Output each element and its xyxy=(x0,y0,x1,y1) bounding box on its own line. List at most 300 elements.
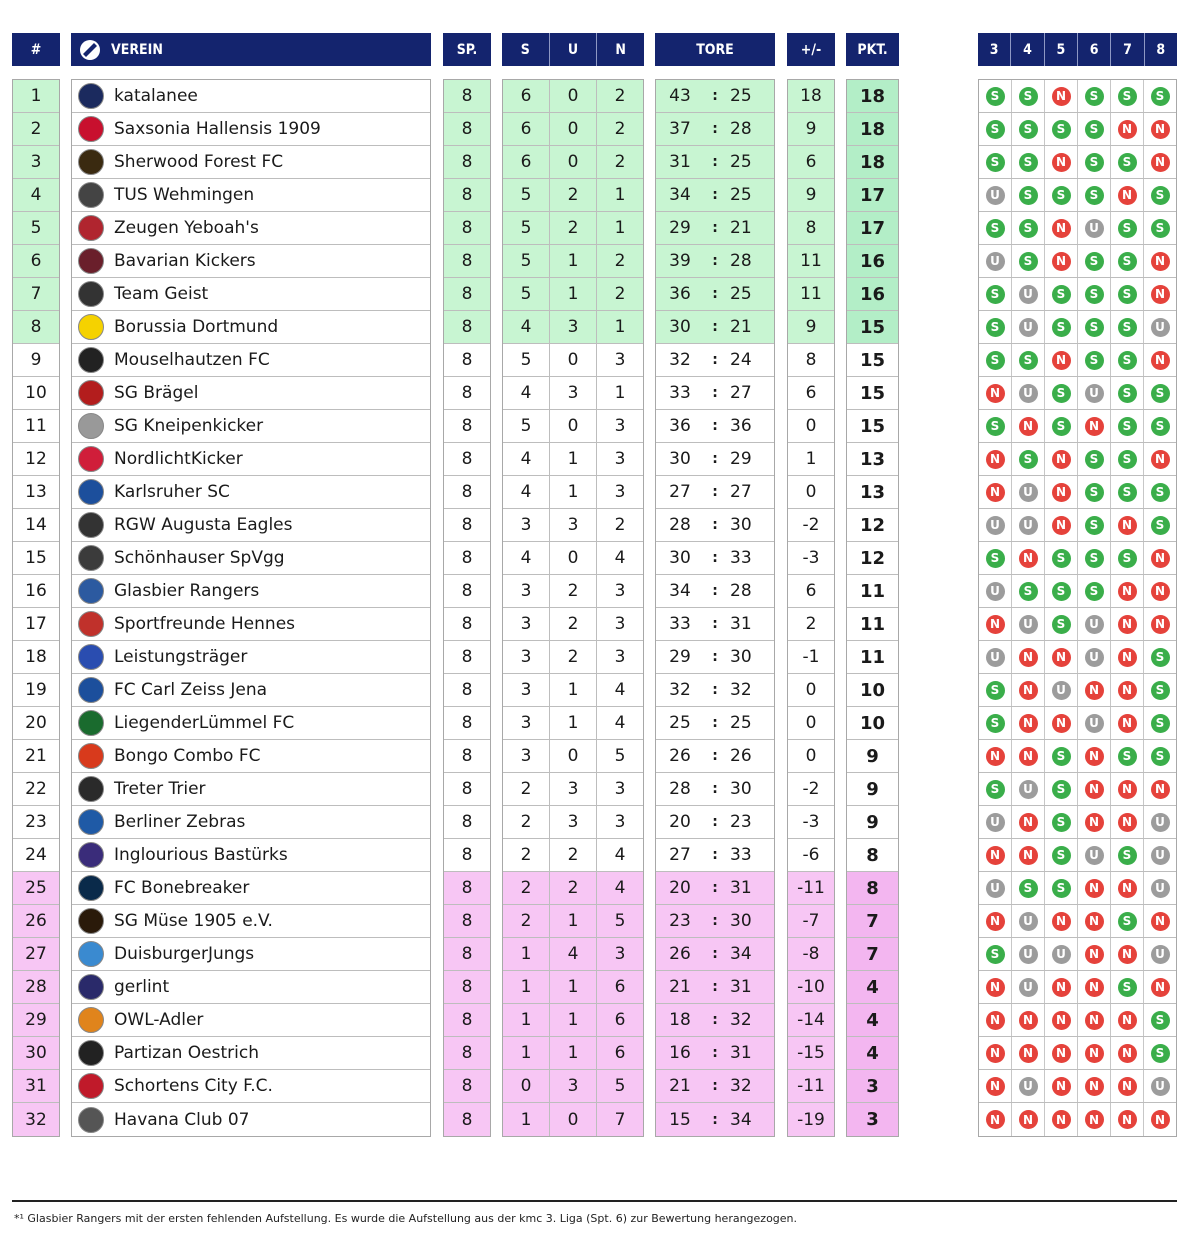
header-diff: +/- xyxy=(787,33,835,66)
club-cell[interactable] xyxy=(72,773,430,806)
club-name: Treter Trier xyxy=(114,779,206,799)
club-name: FC Carl Zeiss Jena xyxy=(114,680,268,700)
goals-against: 23 xyxy=(730,812,752,832)
points-cell: 15 xyxy=(847,311,898,344)
form-cell xyxy=(1077,674,1110,706)
result-badge: N xyxy=(1085,1077,1104,1096)
result-badge: N xyxy=(986,978,1005,997)
form-cell xyxy=(1011,410,1044,442)
result-badge: U xyxy=(986,813,1005,832)
lost-value: 3 xyxy=(596,608,643,640)
result-badge: N xyxy=(1052,714,1071,733)
goals-cell xyxy=(656,377,774,410)
form-cell xyxy=(1011,1070,1044,1102)
diff-cell: 0 xyxy=(788,707,834,740)
club-crest-icon xyxy=(78,710,104,736)
form-column xyxy=(978,79,1177,1137)
header-matchday: 3 xyxy=(989,41,999,58)
diff-cell: 11 xyxy=(788,245,834,278)
club-crest-icon xyxy=(78,116,104,142)
result-badge: S xyxy=(1151,714,1170,733)
goals-cell xyxy=(656,674,774,707)
club-crest-icon xyxy=(78,611,104,637)
won-value: 5 xyxy=(520,350,532,370)
won-value: 3 xyxy=(520,515,532,535)
form-cell xyxy=(1143,80,1176,112)
result-badge: N xyxy=(1019,846,1038,865)
club-cell[interactable] xyxy=(72,575,430,608)
form-cell xyxy=(1011,608,1044,640)
goals-separator: : xyxy=(712,847,718,863)
result-badge: S xyxy=(1052,120,1071,139)
result-badge: N xyxy=(1151,615,1170,634)
form-cell xyxy=(979,905,1011,937)
rank-cell: 32 xyxy=(13,1103,59,1136)
form-group xyxy=(979,1037,1176,1069)
draw-value: 3 xyxy=(549,806,596,838)
results-group xyxy=(503,1037,643,1069)
club-crest-icon xyxy=(78,413,104,439)
form-cell xyxy=(1110,311,1143,343)
club-cell[interactable] xyxy=(72,80,430,113)
result-badge: N xyxy=(1118,714,1137,733)
form-cell xyxy=(1077,278,1110,310)
form-row xyxy=(979,509,1176,542)
club-crest-icon xyxy=(78,908,104,934)
header-points: PKT. xyxy=(846,33,899,66)
form-cell xyxy=(1143,1037,1176,1069)
rank-cell: 3 xyxy=(13,146,59,179)
header-matchday: 8 xyxy=(1144,33,1177,66)
result-badge: S xyxy=(1085,285,1104,304)
club-cell[interactable] xyxy=(72,377,430,410)
rank-cell: 9 xyxy=(13,344,59,377)
club-name: RGW Augusta Eagles xyxy=(114,515,293,535)
club-cell[interactable] xyxy=(72,971,430,1004)
form-group xyxy=(979,575,1176,607)
form-row xyxy=(979,641,1176,674)
won-value: 5 xyxy=(520,185,532,205)
rank-column xyxy=(12,79,60,1137)
results-cell xyxy=(503,377,643,410)
result-badge: N xyxy=(986,846,1005,865)
goals-group xyxy=(656,1004,774,1036)
result-badge: N xyxy=(1052,1011,1071,1030)
goals-separator: : xyxy=(712,1012,718,1028)
result-badge: S xyxy=(1052,780,1071,799)
points-cell: 13 xyxy=(847,476,898,509)
goals-against: 34 xyxy=(730,1109,752,1130)
form-cell xyxy=(1143,872,1176,904)
points-cell: 11 xyxy=(847,575,898,608)
goals-for: 29 xyxy=(669,647,691,667)
club-name: Schönhauser SpVgg xyxy=(114,548,285,568)
goals-for: 25 xyxy=(669,713,691,733)
results-group xyxy=(503,806,643,838)
results-cell xyxy=(503,311,643,344)
form-cell xyxy=(1110,542,1143,574)
club-cell[interactable] xyxy=(72,146,430,179)
goals-group xyxy=(656,146,774,178)
club-cell[interactable] xyxy=(72,278,430,311)
form-cell xyxy=(1044,839,1077,871)
goals-cell xyxy=(656,344,774,377)
goals-against: 28 xyxy=(730,119,752,139)
club-cell[interactable] xyxy=(72,344,430,377)
goals-for: 27 xyxy=(669,482,691,502)
club-crest-icon xyxy=(78,1007,104,1033)
club-cell[interactable] xyxy=(72,641,430,674)
points-cell: 8 xyxy=(847,872,898,905)
lost-value: 5 xyxy=(596,1070,643,1102)
goals-cell xyxy=(656,311,774,344)
won-value: 5 xyxy=(520,251,532,271)
results-group xyxy=(503,1004,643,1036)
header-matchdays xyxy=(978,33,1177,66)
club-cell[interactable] xyxy=(72,608,430,641)
form-row xyxy=(979,311,1176,344)
form-cell xyxy=(1044,113,1077,145)
result-badge: S xyxy=(1151,747,1170,766)
form-cell xyxy=(1011,311,1044,343)
goals-for: 31 xyxy=(669,152,691,172)
draw-value: 2 xyxy=(549,839,596,871)
result-badge: U xyxy=(986,879,1005,898)
form-cell xyxy=(1143,311,1176,343)
result-badge: S xyxy=(986,351,1005,370)
diff-cell: -3 xyxy=(788,806,834,839)
result-badge: U xyxy=(1052,681,1071,700)
results-cell xyxy=(503,146,643,179)
result-badge: S xyxy=(1019,252,1038,271)
goals-against: 32 xyxy=(730,1076,752,1096)
form-cell xyxy=(1044,1070,1077,1102)
form-group xyxy=(979,476,1176,508)
results-cell xyxy=(503,938,643,971)
rank-cell: 21 xyxy=(13,740,59,773)
goals-against: 31 xyxy=(730,614,752,634)
goals-for: 29 xyxy=(669,218,691,238)
lost-value: 3 xyxy=(596,938,643,970)
header-rank: # xyxy=(12,33,60,66)
club-cell[interactable] xyxy=(72,872,430,905)
goals-for: 21 xyxy=(669,1076,691,1096)
form-cell xyxy=(1044,377,1077,409)
club-name: LiegenderLümmel FC xyxy=(114,713,295,733)
form-cell xyxy=(1011,641,1044,673)
result-badge: U xyxy=(1019,945,1038,964)
club-name: Glasbier Rangers xyxy=(114,581,260,601)
draw-value: 1 xyxy=(549,245,596,277)
goals-group xyxy=(656,1037,774,1069)
form-cell xyxy=(1143,905,1176,937)
club-cell[interactable] xyxy=(72,905,430,938)
result-badge: N xyxy=(1118,120,1137,139)
form-cell xyxy=(1044,311,1077,343)
club-cell[interactable] xyxy=(72,443,430,476)
won-value: 1 xyxy=(520,944,532,964)
form-cell xyxy=(1044,476,1077,508)
diff-column xyxy=(787,79,835,1137)
form-cell xyxy=(979,1037,1011,1069)
result-badge: S xyxy=(1019,879,1038,898)
points-cell: 16 xyxy=(847,245,898,278)
result-badge: U xyxy=(1151,846,1170,865)
goals-for: 39 xyxy=(669,251,691,271)
club-name: Bavarian Kickers xyxy=(114,251,256,271)
form-row xyxy=(979,212,1176,245)
goals-against: 21 xyxy=(730,317,752,337)
rank-cell: 14 xyxy=(13,509,59,542)
draw-value: 1 xyxy=(549,443,596,475)
result-badge: N xyxy=(986,615,1005,634)
form-cell xyxy=(1110,1004,1143,1036)
form-cell xyxy=(1044,938,1077,970)
club-cell[interactable] xyxy=(72,839,430,872)
result-badge: N xyxy=(986,1077,1005,1096)
goals-separator: : xyxy=(712,616,718,632)
form-cell xyxy=(1077,971,1110,1003)
results-cell xyxy=(503,278,643,311)
results-cell xyxy=(503,476,643,509)
goals-separator: : xyxy=(712,913,718,929)
result-badge: U xyxy=(1052,945,1071,964)
club-name: Leistungsträger xyxy=(114,647,248,667)
result-badge: S xyxy=(1052,813,1071,832)
points-cell: 7 xyxy=(847,905,898,938)
form-cell xyxy=(1143,278,1176,310)
goals-for: 30 xyxy=(669,317,691,337)
result-badge: N xyxy=(986,450,1005,469)
club-cell[interactable] xyxy=(72,410,430,443)
goals-separator: : xyxy=(712,517,718,533)
result-badge: N xyxy=(1052,1110,1071,1129)
form-cell xyxy=(1044,971,1077,1003)
form-cell xyxy=(1110,179,1143,211)
result-badge: S xyxy=(1118,549,1137,568)
played-cell: 8 xyxy=(444,575,490,608)
form-cell xyxy=(1011,971,1044,1003)
form-cell xyxy=(1011,146,1044,178)
goals-for: 23 xyxy=(669,911,691,931)
form-cell xyxy=(1110,575,1143,607)
goals-against: 24 xyxy=(730,350,752,370)
lost-value: 1 xyxy=(596,377,643,409)
diff-cell: -7 xyxy=(788,905,834,938)
goals-for: 36 xyxy=(669,416,691,436)
result-badge: N xyxy=(1085,1011,1104,1030)
points-cell: 3 xyxy=(847,1070,898,1103)
form-cell xyxy=(1110,410,1143,442)
form-cell xyxy=(979,476,1011,508)
results-group xyxy=(503,575,643,607)
club-cell[interactable] xyxy=(72,113,430,146)
results-group xyxy=(503,245,643,277)
goals-group xyxy=(656,575,774,607)
club-cell[interactable] xyxy=(72,311,430,344)
club-cell[interactable] xyxy=(72,740,430,773)
played-cell: 8 xyxy=(444,872,490,905)
form-cell xyxy=(1044,1004,1077,1036)
result-badge: S xyxy=(1019,87,1038,106)
form-cell xyxy=(1110,212,1143,244)
result-badge: S xyxy=(986,219,1005,238)
result-badge: S xyxy=(1085,351,1104,370)
goals-group xyxy=(656,608,774,640)
form-cell xyxy=(1044,1103,1077,1136)
points-cell: 18 xyxy=(847,146,898,179)
rank-cell: 23 xyxy=(13,806,59,839)
club-cell[interactable] xyxy=(72,476,430,509)
form-cell xyxy=(1110,1070,1143,1102)
goals-group xyxy=(656,245,774,277)
goals-separator: : xyxy=(712,649,718,665)
form-cell xyxy=(1143,146,1176,178)
form-cell xyxy=(1143,344,1176,376)
club-cell[interactable] xyxy=(72,509,430,542)
goals-group xyxy=(656,1070,774,1102)
goals-separator: : xyxy=(712,781,718,797)
goals-separator: : xyxy=(712,880,718,896)
form-cell xyxy=(1143,641,1176,673)
form-cell xyxy=(1110,641,1143,673)
club-name: Partizan Oestrich xyxy=(114,1043,259,1063)
header-played: SP. xyxy=(443,33,491,66)
goals-against: 27 xyxy=(730,383,752,403)
result-badge: N xyxy=(1052,351,1071,370)
rank-cell: 5 xyxy=(13,212,59,245)
results-cell xyxy=(503,245,643,278)
form-group xyxy=(979,905,1176,937)
club-cell[interactable] xyxy=(72,1004,430,1037)
form-cell xyxy=(1044,278,1077,310)
result-badge: S xyxy=(986,549,1005,568)
goals-group xyxy=(656,938,774,970)
form-cell xyxy=(1011,839,1044,871)
diff-cell: 2 xyxy=(788,608,834,641)
rank-cell: 16 xyxy=(13,575,59,608)
club-cell[interactable] xyxy=(72,938,430,971)
form-row xyxy=(979,1070,1176,1103)
form-cell xyxy=(1044,575,1077,607)
club-cell[interactable] xyxy=(72,1103,430,1136)
goals-against: 36 xyxy=(730,416,752,436)
form-cell xyxy=(1143,179,1176,211)
result-badge: S xyxy=(1052,879,1071,898)
form-cell xyxy=(1143,245,1176,277)
header-matchday: 5 xyxy=(1044,33,1077,66)
form-cell xyxy=(1044,1037,1077,1069)
club-cell[interactable] xyxy=(72,179,430,212)
goals-group xyxy=(656,344,774,376)
club-cell[interactable] xyxy=(72,707,430,740)
form-cell xyxy=(1011,1037,1044,1069)
result-badge: N xyxy=(1085,978,1104,997)
result-badge: U xyxy=(1085,384,1104,403)
goals-separator: : xyxy=(712,319,718,335)
result-badge: S xyxy=(1118,252,1137,271)
result-badge: S xyxy=(1118,384,1137,403)
form-cell xyxy=(1044,806,1077,838)
result-badge: N xyxy=(1151,978,1170,997)
club-crest-icon xyxy=(78,743,104,769)
result-badge: N xyxy=(1118,1077,1137,1096)
club-cell[interactable] xyxy=(72,245,430,278)
draw-value: 0 xyxy=(549,146,596,178)
form-cell xyxy=(1011,773,1044,805)
won-value: 3 xyxy=(520,647,532,667)
played-cell: 8 xyxy=(444,707,490,740)
result-badge: S xyxy=(1052,186,1071,205)
played-cell: 8 xyxy=(444,212,490,245)
form-cell xyxy=(1011,509,1044,541)
form-cell xyxy=(1011,278,1044,310)
form-cell xyxy=(1044,641,1077,673)
form-cell xyxy=(1011,872,1044,904)
result-badge: N xyxy=(1118,186,1137,205)
form-cell xyxy=(1044,344,1077,376)
goals-separator: : xyxy=(712,220,718,236)
form-group xyxy=(979,971,1176,1003)
form-group xyxy=(979,938,1176,970)
result-badge: N xyxy=(1052,1044,1071,1063)
results-group xyxy=(503,509,643,541)
form-group xyxy=(979,443,1176,475)
form-cell xyxy=(1011,674,1044,706)
results-cell xyxy=(503,1037,643,1070)
club-cell[interactable] xyxy=(72,674,430,707)
club-crest-icon xyxy=(78,1073,104,1099)
rank-cell: 19 xyxy=(13,674,59,707)
form-cell xyxy=(1143,476,1176,508)
form-row xyxy=(979,245,1176,278)
club-cell[interactable] xyxy=(72,212,430,245)
result-badge: N xyxy=(1085,1044,1104,1063)
goals-for: 37 xyxy=(669,119,691,139)
form-group xyxy=(979,410,1176,442)
result-badge: U xyxy=(1151,318,1170,337)
result-badge: S xyxy=(1151,219,1170,238)
club-cell[interactable] xyxy=(72,1037,430,1070)
goals-against: 26 xyxy=(730,746,752,766)
club-cell[interactable] xyxy=(72,806,430,839)
form-cell xyxy=(1110,113,1143,145)
form-cell xyxy=(1077,641,1110,673)
form-cell xyxy=(1044,707,1077,739)
club-crest-icon xyxy=(78,347,104,373)
form-cell xyxy=(1110,872,1143,904)
result-badge: S xyxy=(986,318,1005,337)
goals-against: 28 xyxy=(730,581,752,601)
goals-group xyxy=(656,971,774,1003)
result-badge: N xyxy=(1118,681,1137,700)
form-group xyxy=(979,1070,1176,1102)
points-cell: 11 xyxy=(847,641,898,674)
club-cell[interactable] xyxy=(72,542,430,575)
form-cell xyxy=(979,443,1011,475)
points-cell: 4 xyxy=(847,1004,898,1037)
result-badge: U xyxy=(1151,1077,1170,1096)
lost-value: 6 xyxy=(596,1037,643,1069)
result-badge: S xyxy=(1052,846,1071,865)
club-cell[interactable] xyxy=(72,1070,430,1103)
lost-value: 3 xyxy=(596,575,643,607)
result-badge: S xyxy=(1052,582,1071,601)
result-badge: S xyxy=(1052,747,1071,766)
results-cell xyxy=(503,542,643,575)
form-cell xyxy=(979,80,1011,112)
won-value: 2 xyxy=(520,845,532,865)
